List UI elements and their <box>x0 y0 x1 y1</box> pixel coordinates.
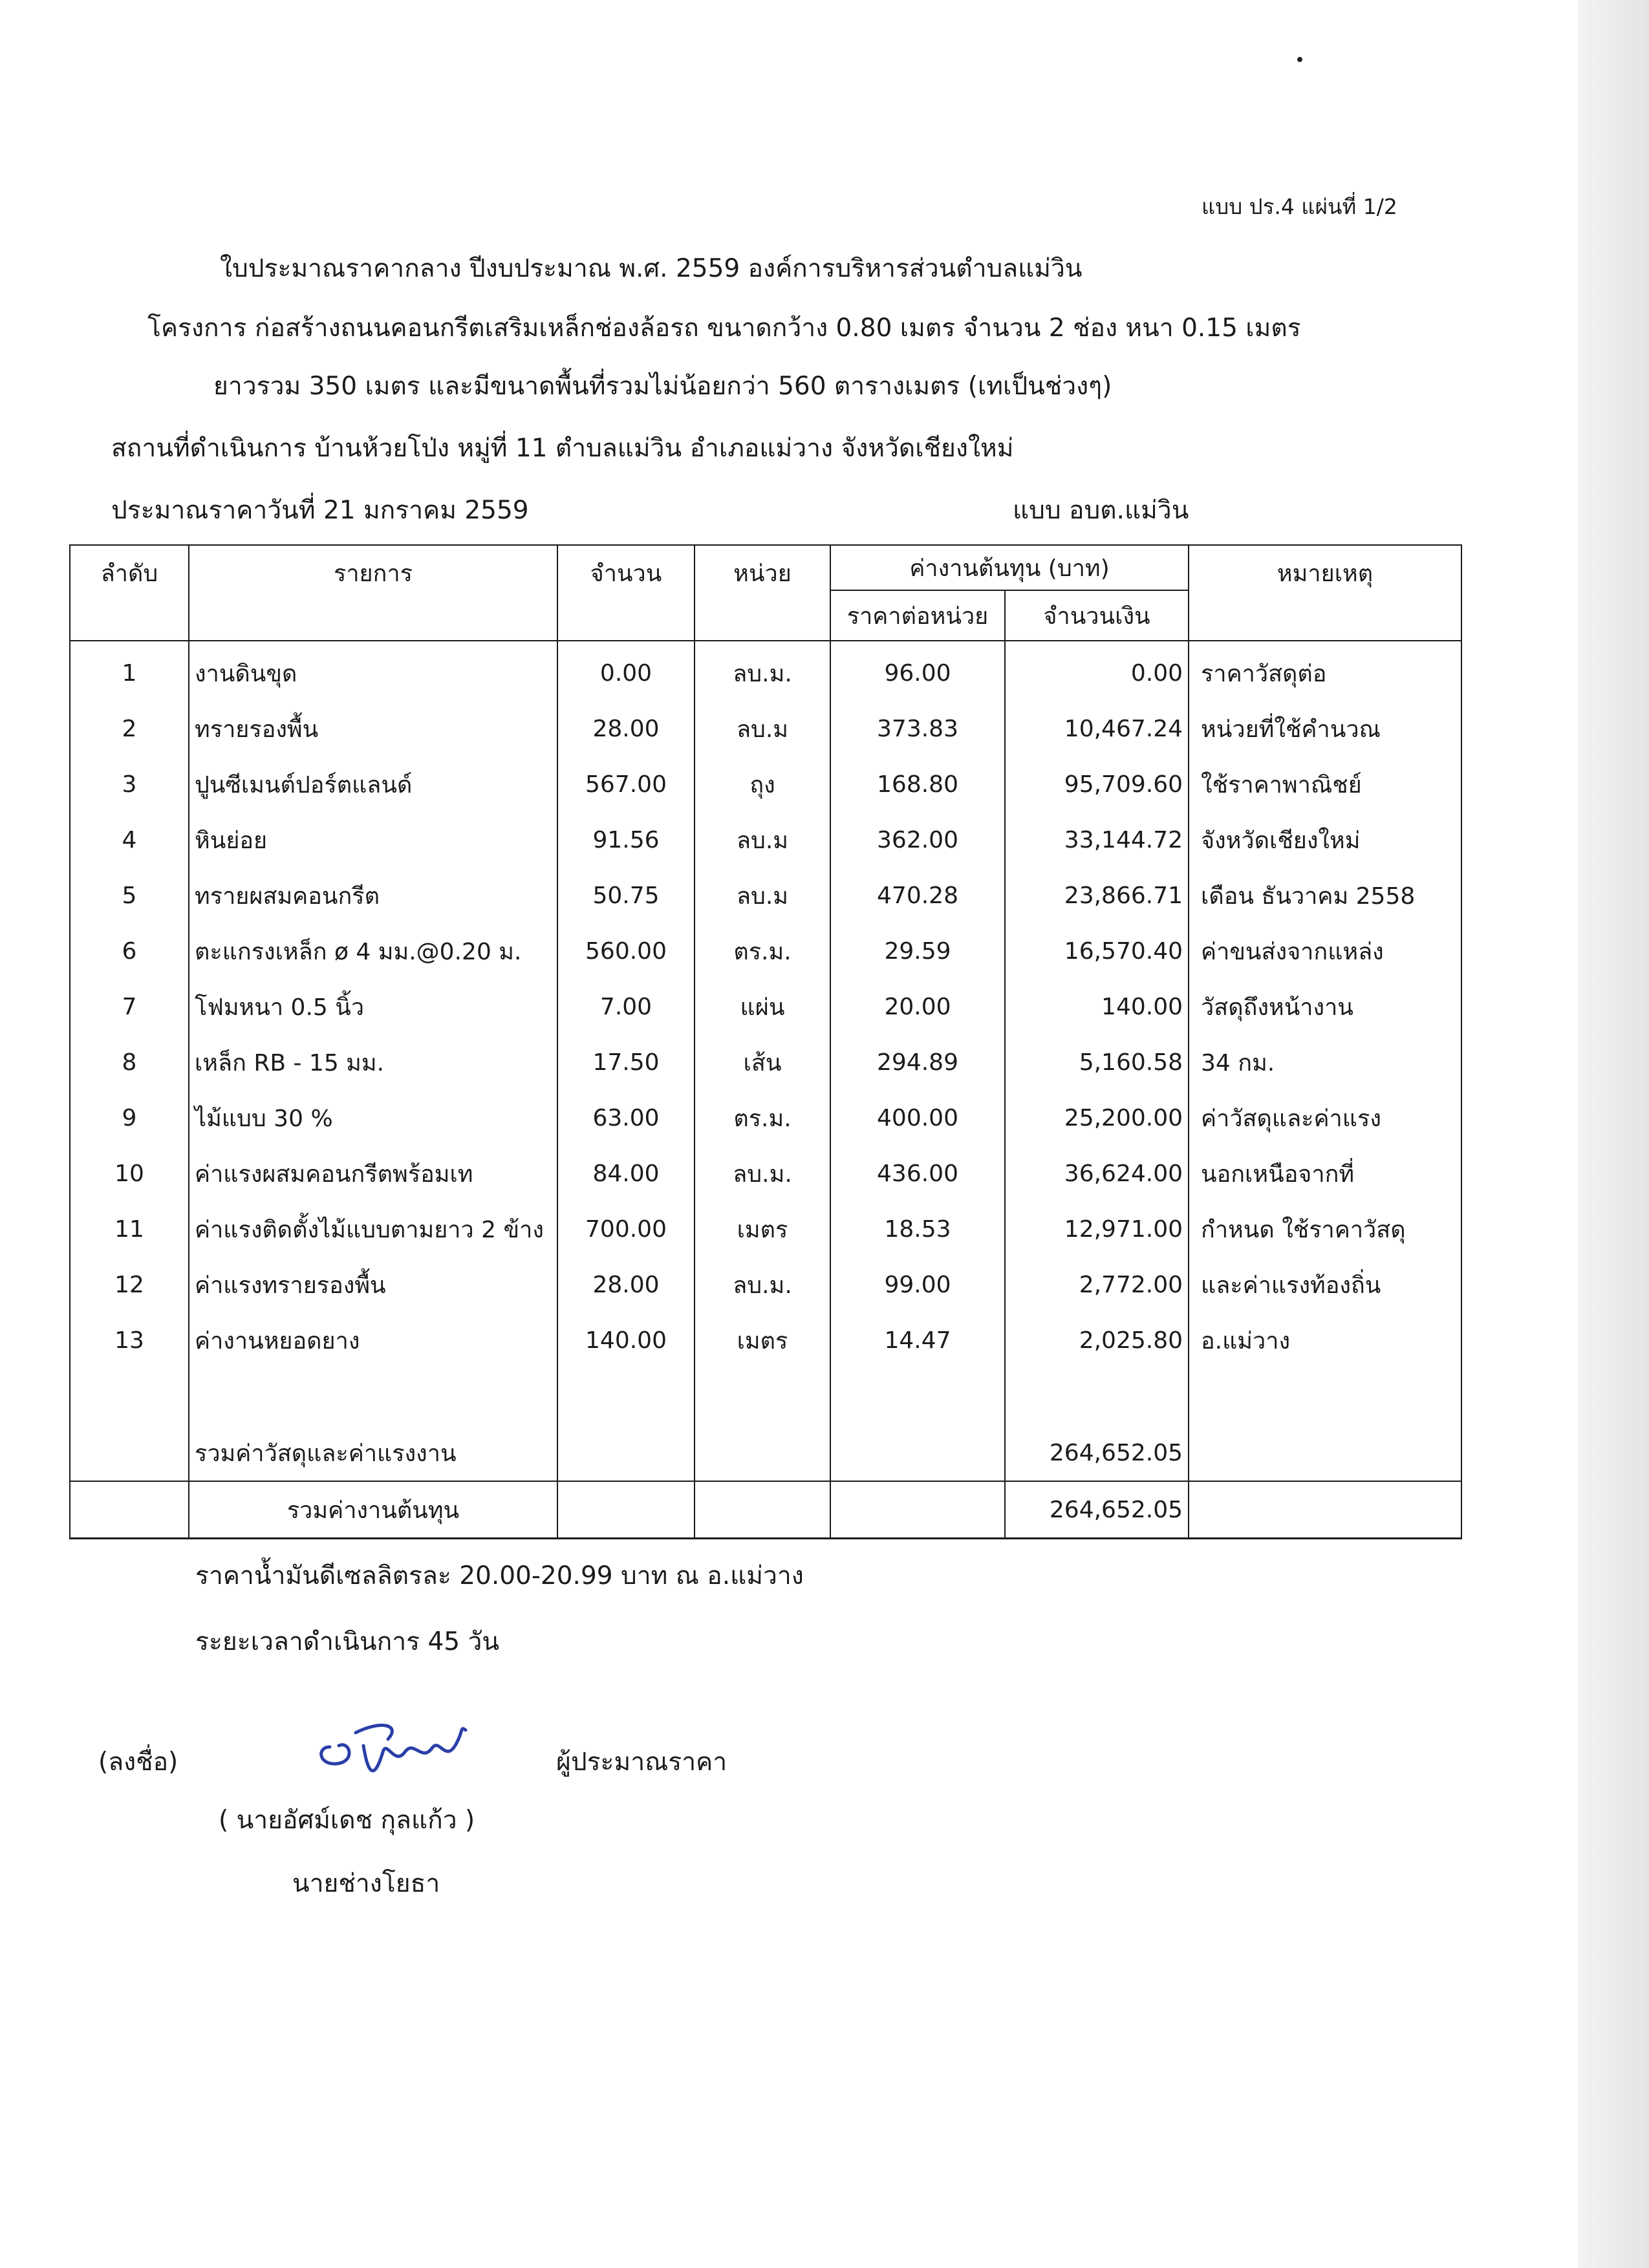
table-row <box>70 923 1461 979</box>
header-unit: หน่วย <box>695 545 830 641</box>
row-remark: หน่วยที่ใช้คำนวณ <box>1189 701 1461 756</box>
header-item: รายการ <box>189 545 557 641</box>
row-no: 3 <box>70 756 189 812</box>
project-length: ยาวรวม 350 เมตร และมีขนาดพื้นที่รวมไม่น้อยกว่า 560 ตารางเมตร (เทเป็นช่วงๆ) <box>213 372 1112 401</box>
row-unit-price: 400.00 <box>830 1090 1005 1146</box>
row-unit-price: 20.00 <box>830 979 1005 1034</box>
row-unit-price: 470.28 <box>830 868 1005 923</box>
row-no: 11 <box>70 1201 189 1257</box>
row-unit: ลบ.ม. <box>695 641 830 701</box>
subtotal-row <box>70 1425 1461 1481</box>
row-unit-price: 14.47 <box>830 1312 1005 1368</box>
row-unit: ลบ.ม. <box>695 1146 830 1201</box>
form-type: แบบ อบต.แม่วิน <box>1013 496 1189 525</box>
total-label: รวมค่างานต้นทุน <box>189 1481 557 1539</box>
row-unit-price: 436.00 <box>830 1146 1005 1201</box>
row-item: ทรายรองพื้น <box>189 701 557 756</box>
row-qty: 700.00 <box>557 1201 695 1257</box>
header-remark: หมายเหตุ <box>1189 545 1461 641</box>
row-unit-price: 99.00 <box>830 1257 1005 1312</box>
row-remark: 34 กม. <box>1189 1034 1461 1090</box>
header-unit-price: ราคาต่อหน่วย <box>830 590 1005 641</box>
table-row <box>70 1034 1461 1090</box>
form-code: แบบ ปร.4 แผ่นที่ 1/2 <box>1202 194 1397 219</box>
row-unit-price: 373.83 <box>830 701 1005 756</box>
row-qty: 17.50 <box>557 1034 695 1090</box>
row-no: 13 <box>70 1312 189 1368</box>
table-row <box>70 1201 1461 1257</box>
table-spacer-row <box>70 1368 1461 1425</box>
row-item: หินย่อย <box>189 812 557 868</box>
row-qty: 50.75 <box>557 868 695 923</box>
row-item: เหล็ก RB - 15 มม. <box>189 1034 557 1090</box>
table-row <box>70 701 1461 756</box>
signer-name: ( นายอัศม์เดช กุลแก้ว ) <box>219 1806 475 1835</box>
handwritten-signature <box>310 1707 479 1784</box>
row-qty: 567.00 <box>557 756 695 812</box>
row-unit: ลบ.ม <box>695 812 830 868</box>
row-no: 2 <box>70 701 189 756</box>
row-unit: เส้น <box>695 1034 830 1090</box>
row-remark: ใช้ราคาพาณิชย์ <box>1189 756 1461 812</box>
total-amount: 264,652.05 <box>1005 1481 1189 1539</box>
row-amount: 95,709.60 <box>1005 756 1189 812</box>
table-row <box>70 756 1461 812</box>
row-item: โฟมหนา 0.5 นิ้ว <box>189 979 557 1034</box>
row-item: ค่าแรงทรายรองพื้น <box>189 1257 557 1312</box>
table-row <box>70 979 1461 1034</box>
row-amount: 140.00 <box>1005 979 1189 1034</box>
row-unit-price: 29.59 <box>830 923 1005 979</box>
scan-speck <box>1297 57 1302 62</box>
row-no: 6 <box>70 923 189 979</box>
row-unit: เมตร <box>695 1201 830 1257</box>
row-unit: แผ่น <box>695 979 830 1034</box>
row-no: 5 <box>70 868 189 923</box>
row-unit: ลบ.ม <box>695 868 830 923</box>
row-unit: ตร.ม. <box>695 923 830 979</box>
row-no: 10 <box>70 1146 189 1201</box>
row-amount: 16,570.40 <box>1005 923 1189 979</box>
duration-note: ระยะเวลาดำเนินการ 45 วัน <box>195 1627 500 1656</box>
total-row <box>70 1481 1461 1539</box>
project-description: โครงการ ก่อสร้างถนนคอนกรีตเสริมเหล็กช่องล้อรถ ขนาดกว้าง 0.80 เมตร จำนวน 2 ช่อง หนา 0.15 เมตร <box>147 314 1301 343</box>
row-no: 7 <box>70 979 189 1034</box>
header-amount: จำนวนเงิน <box>1005 590 1189 641</box>
row-unit: ลบ.ม <box>695 701 830 756</box>
estimate-date: ประมาณราคาวันที่ 21 มกราคม 2559 <box>111 496 529 525</box>
subtotal-amount: 264,652.05 <box>1005 1425 1189 1481</box>
row-amount: 0.00 <box>1005 641 1189 701</box>
row-no: 1 <box>70 641 189 701</box>
table-row <box>70 868 1461 923</box>
document-title: ใบประมาณราคากลาง ปีงบประมาณ พ.ศ. 2559 องค์การบริหารส่วนตำบลแม่วิน <box>220 254 1083 283</box>
row-amount: 36,624.00 <box>1005 1146 1189 1201</box>
row-remark: จังหวัดเชียงใหม่ <box>1189 812 1461 868</box>
row-remark: วัสดุถึงหน้างาน <box>1189 979 1461 1034</box>
row-unit: ถุง <box>695 756 830 812</box>
row-remark: กำหนด ใช้ราคาวัสดุ <box>1189 1201 1461 1257</box>
row-unit-price: 294.89 <box>830 1034 1005 1090</box>
row-unit-price: 362.00 <box>830 812 1005 868</box>
row-unit-price: 168.80 <box>830 756 1005 812</box>
row-qty: 63.00 <box>557 1090 695 1146</box>
row-amount: 33,144.72 <box>1005 812 1189 868</box>
row-item: ไม้แบบ 30 % <box>189 1090 557 1146</box>
table-row <box>70 1257 1461 1312</box>
row-amount: 12,971.00 <box>1005 1201 1189 1257</box>
row-remark: เดือน ธันวาคม 2558 <box>1189 868 1461 923</box>
row-remark: ราคาวัสดุต่อ <box>1189 641 1461 701</box>
row-no: 12 <box>70 1257 189 1312</box>
row-qty: 91.56 <box>557 812 695 868</box>
project-location: สถานที่ดำเนินการ บ้านห้วยโป่ง หมู่ที่ 11 ตำบลแม่วิน อำเภอแม่วาง จังหวัดเชียงใหม่ <box>111 434 1014 463</box>
row-no: 4 <box>70 812 189 868</box>
row-item: ทรายผสมคอนกรีต <box>189 868 557 923</box>
row-item: ปูนซีเมนต์ปอร์ตแลนด์ <box>189 756 557 812</box>
table-row <box>70 641 1461 701</box>
row-qty: 7.00 <box>557 979 695 1034</box>
row-item: งานดินขุด <box>189 641 557 701</box>
row-amount: 23,866.71 <box>1005 868 1189 923</box>
table-row <box>70 1146 1461 1201</box>
row-amount: 2,772.00 <box>1005 1257 1189 1312</box>
row-qty: 0.00 <box>557 641 695 701</box>
scan-edge <box>1578 0 1649 2268</box>
row-item: ตะแกรงเหล็ก ø 4 มม.@0.20 ม. <box>189 923 557 979</box>
row-item: ค่างานหยอดยาง <box>189 1312 557 1368</box>
row-remark: ค่าขนส่งจากแหล่ง <box>1189 923 1461 979</box>
diesel-price-note: ราคาน้ำมันดีเซลลิตรละ 20.00-20.99 บาท ณ อ.แม่วาง <box>195 1561 804 1590</box>
signer-position: นายช่างโยธา <box>292 1869 440 1898</box>
row-qty: 28.00 <box>557 701 695 756</box>
row-unit: ตร.ม. <box>695 1090 830 1146</box>
row-unit: เมตร <box>695 1312 830 1368</box>
row-no: 8 <box>70 1034 189 1090</box>
table-row <box>70 1090 1461 1146</box>
row-amount: 5,160.58 <box>1005 1034 1189 1090</box>
header-cost-group: ค่างานต้นทุน (บาท) <box>830 545 1189 590</box>
header-no: ลำดับ <box>70 545 189 641</box>
row-qty: 140.00 <box>557 1312 695 1368</box>
table-row <box>70 812 1461 868</box>
row-remark: ค่าวัสดุและค่าแรง <box>1189 1090 1461 1146</box>
row-remark: อ.แม่วาง <box>1189 1312 1461 1368</box>
row-unit-price: 96.00 <box>830 641 1005 701</box>
row-amount: 2,025.80 <box>1005 1312 1189 1368</box>
table-row <box>70 1312 1461 1368</box>
row-item: ค่าแรงติดตั้งไม้แบบตามยาว 2 ข้าง <box>189 1201 557 1257</box>
row-qty: 28.00 <box>557 1257 695 1312</box>
row-qty: 560.00 <box>557 923 695 979</box>
header-qty: จำนวน <box>557 545 695 641</box>
row-amount: 25,200.00 <box>1005 1090 1189 1146</box>
row-qty: 84.00 <box>557 1146 695 1201</box>
subtotal-label: รวมค่าวัสดุและค่าแรงงาน <box>189 1425 557 1481</box>
row-amount: 10,467.24 <box>1005 701 1189 756</box>
row-remark: นอกเหนือจากที่ <box>1189 1146 1461 1201</box>
row-no: 9 <box>70 1090 189 1146</box>
row-unit: ลบ.ม. <box>695 1257 830 1312</box>
row-item: ค่าแรงผสมคอนกรีตพร้อมเท <box>189 1146 557 1201</box>
signature-label: (ลงชื่อ) <box>98 1748 178 1777</box>
cost-table <box>69 544 1462 1539</box>
row-remark: และค่าแรงท้องถิ่น <box>1189 1257 1461 1312</box>
row-unit-price: 18.53 <box>830 1201 1005 1257</box>
signer-role: ผู้ประมาณราคา <box>556 1748 727 1777</box>
